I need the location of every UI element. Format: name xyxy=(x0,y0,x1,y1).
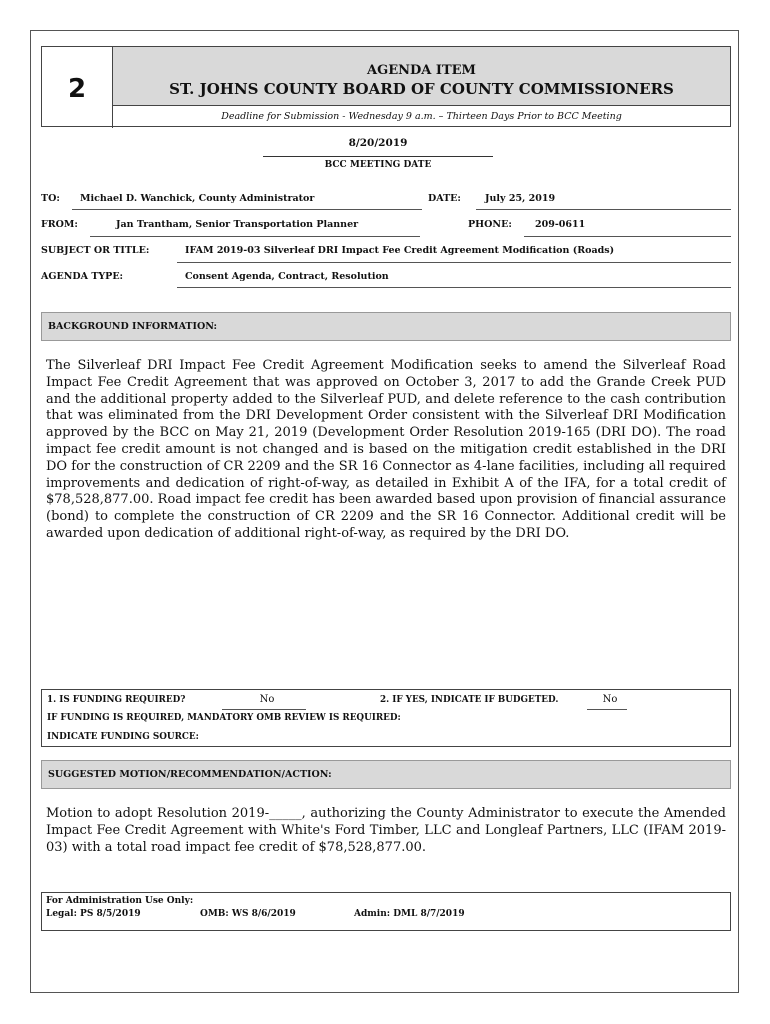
meeting-date-label: BCC MEETING DATE xyxy=(324,160,432,170)
phone-value: 209-0611 xyxy=(535,219,586,230)
legal-signoff: Legal: PS 8/5/2019 xyxy=(46,909,141,919)
agenda-type-value: Consent Agenda, Contract, Resolution xyxy=(185,271,389,282)
date-underline xyxy=(476,209,731,210)
budgeted-value: No xyxy=(602,694,618,705)
motion-text: Motion to adopt Resolution 2019-_____, authorizing the County Administrator to execute the Amended Impact Fee Credit Agreement with White's Ford Timber, LLC and Longleaf Partners, LLC (IFAM 2019-03) with a total road impact fee credit of $78,528,877.00. xyxy=(46,806,726,855)
from-label: FROM: xyxy=(41,219,78,230)
header-title xyxy=(113,47,730,106)
meeting-date: 8/20/2019 xyxy=(348,137,408,149)
funding-required-underline xyxy=(222,709,306,710)
agenda-type-underline xyxy=(177,287,731,288)
subject-underline xyxy=(177,262,731,263)
to-underline xyxy=(72,209,422,210)
admin-title: For Administration Use Only: xyxy=(46,896,194,906)
admin-box xyxy=(41,892,731,931)
subject-value: IFAM 2019-03 Silverleaf DRI Impact Fee Credit Agreement Modification (Roads) xyxy=(185,245,615,256)
phone-label: PHONE: xyxy=(468,219,512,230)
motion-heading: SUGGESTED MOTION/RECOMMENDATION/ACTION: xyxy=(41,760,731,789)
meeting-date-underline xyxy=(263,156,493,157)
date-label: DATE: xyxy=(428,193,461,204)
subject-label: SUBJECT OR TITLE: xyxy=(41,245,150,256)
agenda-type-label: AGENDA TYPE: xyxy=(41,271,124,282)
background-text: The Silverleaf DRI Impact Fee Credit Agreement Modification seeks to amend the Silverleaf Road Impact Fee Credit Agreement that was approved on October 3, 2017 to add the Grande Creek PUD and the additional property added to the Silverleaf PUD, and delete reference to the cash contribution that was eliminated from the DRI Development Order consistent with the Silverleaf DRI Modification approved by the BCC on May 21, 2019 (Development Order Resolution 2019-165 (DRI DO). The road impact fee credit amount is not changed and is based on the mitigation credit established in the DRI DO for the construction of CR 2209 and the SR 16 Connector as 4-lane facilities, including all required improvements and dedication of right-of-way, as detailed in Exhibit A of the IFA, for a total credit of $78,528,877.00. Road impact fee credit has been awarded based upon provision of financial assurance (bond) to complete the construction of CR 2209 and the SR 16 Connector. Additional credit will be awarded upon dedication of additional right-of-way, as required by the DRI DO. xyxy=(46,358,726,541)
admin-signoff: Admin: DML 8/7/2019 xyxy=(354,909,465,919)
funding-box xyxy=(41,689,731,747)
budgeted-underline xyxy=(587,709,627,710)
submission-deadline: Deadline for Submission - Wednesday 9 a.m. – Thirteen Days Prior to BCC Meeting xyxy=(221,111,622,122)
omb-note: IF FUNDING IS REQUIRED, MANDATORY OMB REVIEW IS REQUIRED: xyxy=(47,713,401,723)
title-line-1: AGENDA ITEM xyxy=(367,63,476,78)
omb-signoff: OMB: WS 8/6/2019 xyxy=(200,909,296,919)
to-label: TO: xyxy=(41,193,60,204)
phone-underline xyxy=(524,236,731,237)
funding-source-label: INDICATE FUNDING SOURCE: xyxy=(47,732,199,742)
date-value: July 25, 2019 xyxy=(485,193,556,204)
title-line-2: ST. JOHNS COUNTY BOARD OF COUNTY COMMISSIONERS xyxy=(169,80,674,98)
funding-required-value: No xyxy=(259,694,275,705)
funding-required-label: 1. IS FUNDING REQUIRED? xyxy=(47,695,186,705)
agenda-header xyxy=(41,46,731,127)
item-number: 2 xyxy=(42,47,113,128)
from-underline xyxy=(90,236,420,237)
budgeted-label: 2. IF YES, INDICATE IF BUDGETED. xyxy=(380,695,559,705)
background-heading: BACKGROUND INFORMATION: xyxy=(41,312,731,341)
to-value: Michael D. Wanchick, County Administrator xyxy=(80,193,315,204)
from-value: Jan Trantham, Senior Transportation Planner xyxy=(116,219,359,230)
